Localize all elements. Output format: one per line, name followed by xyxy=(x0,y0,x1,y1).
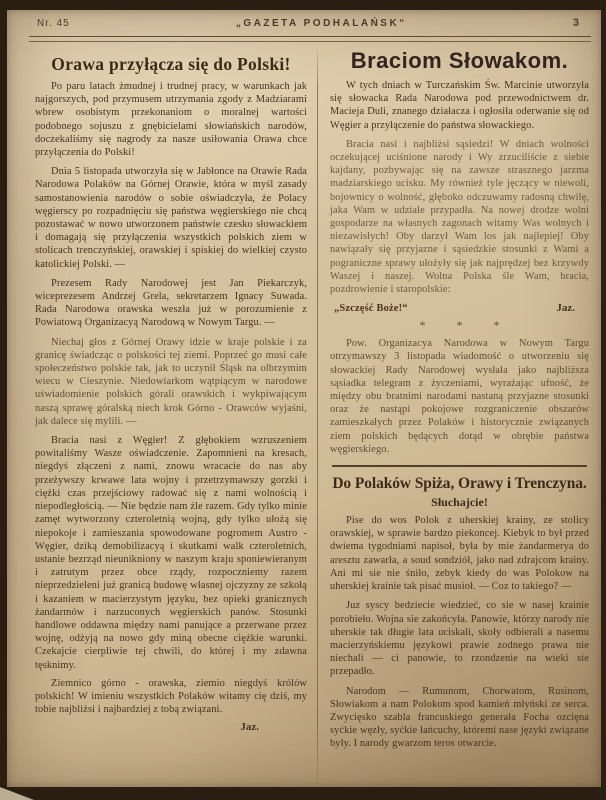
closing-blessing: „Szczęść Boże!“ xyxy=(334,303,408,315)
asterisk-separator: * * * xyxy=(419,318,514,333)
page-header xyxy=(37,17,579,29)
article-title: Do Polaków Spiża, Orawy i Trenczyna. xyxy=(332,475,587,493)
paragraph: Dnia 5 listopada utworzyła się w Jabłonce na Orawie Rada Narodowa Polaków na Górnej Orawie, która w myśl zasady samostanowienia narodów o sobie oświadczyła, że Polacy węgierscy po rozpadnięciu się państwa węgierskiego nie chcą pozostawać w nowo utworzonem państwie czesko słowackiem i domagają się przyłączenia wszystkich polskich ziem w stolicach trenczyńskiej, orawskiej i spiskiej do wielkiej czysto katolickiej Polski. — xyxy=(35,166,307,270)
paragraph: Bracia nasi z Węgier! Z głębokiem wzruszeniem powitaliśmy Wasze oświadczenie. Zapomnieni na kresach, niegdyś złączeni z nami, znowu wracacie do nas aby przeżywszy krwawe lata wojny i przetrzymawszy gorzki i ciężki czas przejściowy radować się z nami wolnością i niepodległością. — Nie będzie nam źle razem. Gdy tylko minie zamęt wytworzony czteroletnią wojną, gdy tylko ułożą się niepokoje i zamieszania spowodowane pogromem Austro - Węgier, dziką demobilizacyą i skutkami walk czteroletnich, ustanie bezrząd nieunikniony w naszym kraju sponiewieranym i zatrutym przez obce rządy, rozpoczniemy razem nieprzedzieleni już granicą budowę własnej ojczyzny ze szkołą i kazaniem w macierzystym języku, bez opieki granicznych żandarmów i narzuconych węgierskich panów. Stosunki handlowe oddawna między nami panujące a przerwane przez wojnę, odżyją na nowo gdy miną obecne ciężkie warunki. Czekajcie cierpliwie tej chwili, do której i my zdawna tęsknimy. xyxy=(35,435,307,671)
paragraph: Prezesem Rady Narodowej jest Jan Piekarczyk, wiceprezesem Andrzej Grela, sekretarzem Ignacy Suwada. Rada Narodowa orawska weszła już w porozumienie z Powiatową Organizacyą Narodową w Nowym Targu. — xyxy=(35,277,307,329)
paragraph: Juz syscy bedziecie wiedzieć, co sie w nasej krainie porobieło. Wojna sie zakońcyła. Panowie, którzy narody nie uherskie tak długie lata uciskali, skoły odbierali a nasemu macierzyńskiemu językowi prawie zodnego prawa nie niechali — ci panowie, to rzondzenie na wieki sie przepadło. xyxy=(330,600,589,678)
content-columns xyxy=(33,44,591,783)
header-rule xyxy=(29,36,591,42)
article-orawa xyxy=(35,54,307,733)
masthead-title: „GAZETA PODHALAŃSK“ xyxy=(235,18,407,29)
paragraph: W tych dniach w Turczańskim Św. Marcinie utworzyła się słowacka Rada Narodowa pod przewodnictwem dr. Macieja Duli, znanego działacza i ogłosiła oderwanie się od Węgier a przyłączenie do państwa słowackiego. xyxy=(330,80,589,131)
paragraph: Pow. Organizacya Narodowa w Nowym Targu otrzymawszy 3 listopada wiadomość o utworzeniu się słowackiej Rady Narodowej wysłała jako najbliższa sąsiadka telegram z życzeniami, wyrażając ufność, że między obu bratnimi narodami nastaną przyjazne stosunki oraz że nastąpi pokojowe rozgraniczenie obszarów zamieszkałych przez Polaków i historycznie związanych ziem polskich będących dotąd w obrębie państwa węgierskiego. xyxy=(330,338,589,455)
page-number: 3 xyxy=(572,17,579,29)
right-column xyxy=(318,44,591,783)
paragraph: Bracia nasi i najbliżsi sąsiedzi! W dniach wolności oczekującej uciśnione narody i Wy zrzuciliście z siebie kajdany, pozbywając się na zawsze strasznego jarzma madziarskiego ucisku. My również tyle jęczący w niewoli, bojownicy o wolność, głęboko odczuwamy radosną chwilę, jaka Wam w udziale przypadła. Na nowej drodze wolni gospodarze na własnych zagonach witamy Was wolnych i niezawisłych! Oby darzył Wam los jak najlepiej! Oby nawiązały się przyjazne i sąsiedzkie stosunki z Wami a pograniczne sprawy ułożyły się jak najprędzej bez krzywdy Waszej i naszej. Wolna Polska śle Wam, bracia, pozdrowienie i staropolskie: xyxy=(330,138,589,296)
issue-number: Nr. 45 xyxy=(37,18,70,29)
paragraph: Niechaj głos z Górnej Orawy idzie w kraje polskie i za granicę świadcząc o polskości tej ziemi. Poprzeć go musi całe społeczeństwo polskie tak, jak to uczynił Śląsk na olbrzymim wiecu w Cieszynie. Niedowiarkom wątpiącym w narodowe uświadomienie polskich górali orawskich i wykpiwającym naszą sprawę góralską niech krok Górno - Orawców wyjaśni, jak dalece się mylili. — xyxy=(35,336,307,427)
article-signature: Jaz. xyxy=(556,302,575,315)
article-title: Orawa przyłącza się do Polski! xyxy=(51,54,291,74)
newspaper-page xyxy=(7,10,601,787)
paragraph: Narodom — Rumunom, Chorwatom, Rusinom, Słowiakom a nam Polokom spod kamień młyński ze serca. Zwycięsko szabla francuskiego generała Focha ozcięna syćkie węzły, syćkie łańcuchy, któremi nase języki związane były. I narody gwarzom teros otwarcie. xyxy=(330,685,589,750)
article-slowacy xyxy=(330,48,589,456)
paragraph: Po paru latach żmudnej i trudnej pracy, w warunkach jak najgorszych, pod przymusem utrzymania zgody z Madziarami wbrew osobistym przekonaniom o moralnej wartości podobnego sojuszu z gnębicielami słowiańskich narodów, doczekaliśmy się nagrody za nasze usiłowania Orawa chce przyłączenia do Polski! xyxy=(35,81,307,159)
closing-row xyxy=(330,302,589,314)
article-polacy-spisza xyxy=(330,475,589,750)
article-subtitle: Słuchajcie! xyxy=(431,495,488,510)
photo-corner-artifact xyxy=(0,787,34,800)
left-column xyxy=(33,44,317,783)
article-title: Braciom Słowakom. xyxy=(350,48,569,73)
article-signature: Jaz. xyxy=(240,721,259,734)
section-rule xyxy=(332,465,587,467)
paragraph: Pise do wos Polok z uherskiej krainy, ze stolicy orawskiej, w sprawie bardzo piekoncej. Kiebyk to był przed dwiema tygodniami napisoł, była by mie żandarmerya do aresztu zawarła, a soud sondziół, jako nad zdrajcom krainy. Ani mi sie nie śniło, zebyk kiedy do was Polokow na uherskiej krainie tak pisać musioł. — Coz to takiego? — xyxy=(330,515,589,593)
paragraph: Ziemnico górno - orawska, ziemio niegdyś królów polskich! W imieniu wszystkich Polaków witamy cię dziś, my tobie najbliżsi i najbardziej z tobą związani. xyxy=(35,677,307,716)
